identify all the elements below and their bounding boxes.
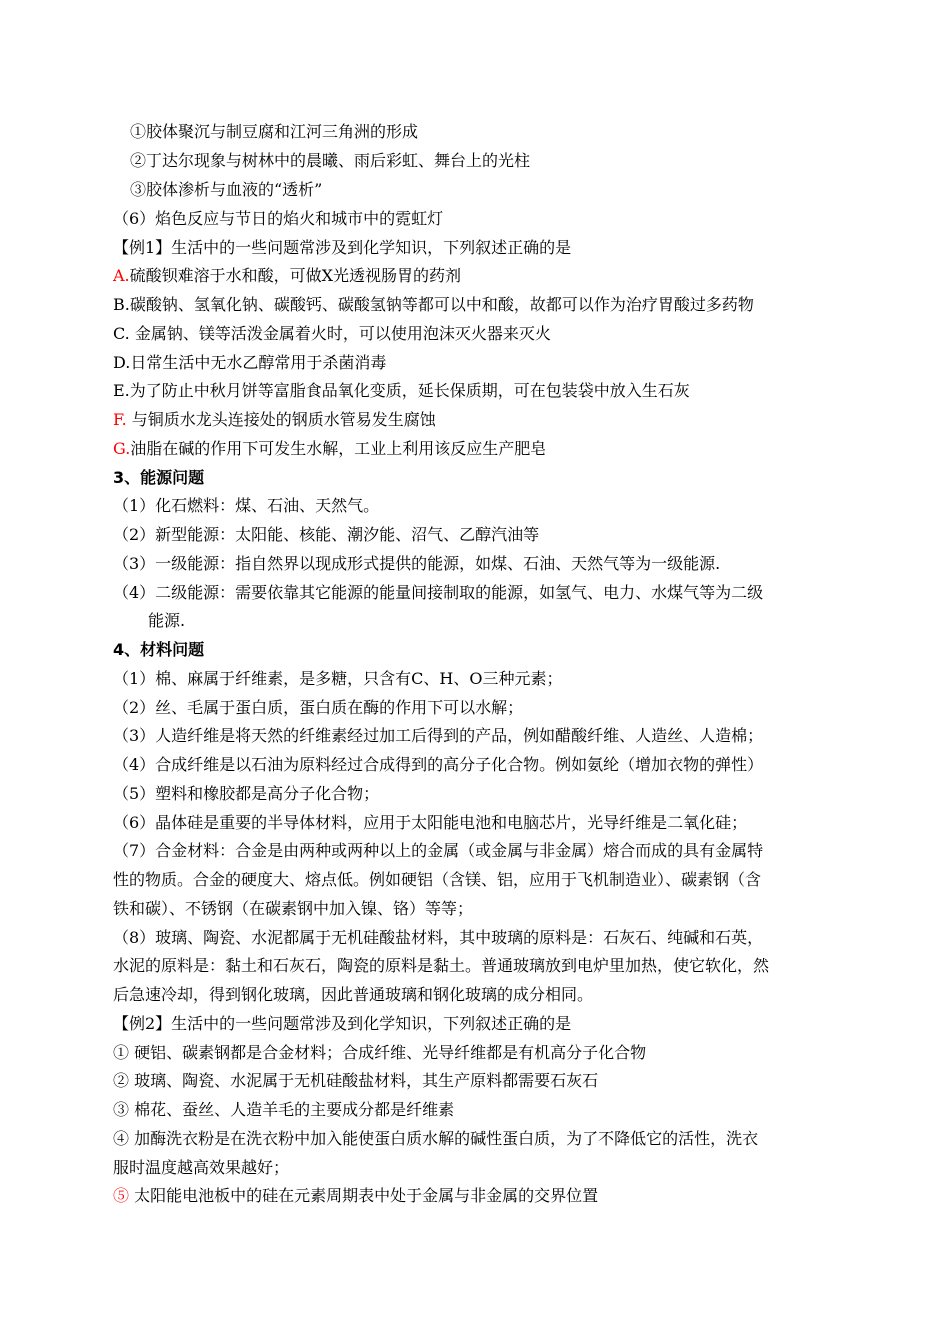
materials-item-2: （2）丝、毛属于蛋白质，蛋白质在酶的作用下可以水解；	[113, 698, 524, 717]
example-1-option-a	[113, 266, 461, 286]
option-a-label: A.	[113, 266, 130, 285]
materials-item-7-continued-2: 铁和碳）、不锈钢（在碳素钢中加入镍、铬）等等；	[113, 899, 474, 918]
statement-5-label: ⑤	[113, 1186, 130, 1205]
option-g-text: 油脂在碱的作用下可发生水解，工业上利用该反应生产肥皂	[130, 439, 547, 458]
colloid-line-2: ②丁达尔现象与树林中的晨曦、雨后彩虹、舞台上的光柱	[130, 151, 531, 170]
materials-item-8-continued-2: 后急速冷却，得到钢化玻璃，因此普通玻璃和钢化玻璃的成分相同。	[113, 985, 594, 1004]
materials-item-8: （8）玻璃、陶瓷、水泥都属于无机硅酸盐材料，其中玻璃的原料是：石灰石、纯碱和石英，	[113, 928, 764, 947]
materials-item-7: （7）合金材料：合金是由两种或两种以上的金属（或金属与非金属）熔合而成的具有金属特	[113, 841, 764, 860]
section-materials-heading: 4、材料问题	[113, 640, 205, 659]
materials-item-4: （4）合成纤维是以石油为原料经过合成得到的高分子化合物。例如氨纶（增加衣物的弹性）	[113, 755, 764, 774]
energy-item-4-continued: 能源.	[148, 611, 186, 630]
example-1-option-d: D.日常生活中无水乙醇常用于杀菌消毒	[113, 353, 387, 372]
example-2-statement-2: ② 玻璃、陶瓷、水泥属于无机硅酸盐材料，其生产原料都需要石灰石	[113, 1071, 599, 1090]
example-2-statement-4: ④ 加酶洗衣粉是在洗衣粉中加入能使蛋白质水解的碱性蛋白质，为了不降低它的活性，洗衣	[113, 1129, 759, 1148]
example-2-statement-5	[113, 1186, 598, 1206]
example-2-statement-4-continued: 服时温度越高效果越好；	[113, 1158, 290, 1177]
option-f-text: 与铜质水龙头连接处的钢质水管易发生腐蚀	[126, 410, 436, 429]
example-2-question: 【例2】生活中的一些问题常涉及到化学知识，下列叙述正确的是	[113, 1014, 572, 1033]
materials-item-1: （1）棉、麻属于纤维素，是多糖，只含有C、H、O三种元素；	[113, 669, 563, 688]
colloid-line-1: ①胶体聚沉与制豆腐和江河三角洲的形成	[130, 122, 419, 141]
energy-item-3: （3）一级能源：指自然界以现成形式提供的能源，如煤、石油、天然气等为一级能源.	[113, 554, 721, 573]
option-g-label: G.	[113, 439, 131, 458]
example-1-option-c: C. 金属钠、镁等活泼金属着火时，可以使用泡沫灭火器来灭火	[113, 324, 551, 343]
materials-item-5: （5）塑料和橡胶都是高分子化合物；	[113, 784, 380, 803]
materials-item-3: （3）人造纤维是将天然的纤维素经过加工后得到的产品，例如醋酸纤维、人造丝、人造棉；	[113, 726, 764, 745]
example-1-option-b: B.碳酸钠、氢氧化钠、碳酸钙、碳酸氢钠等都可以中和酸，故都可以作为治疗胃酸过多药物	[113, 295, 754, 314]
flame-reaction-line: （6）焰色反应与节日的焰火和城市中的霓虹灯	[113, 209, 444, 228]
materials-item-7-continued-1: 性的物质。合金的硬度大、熔点低。例如硬铝（含镁、铝，应用于飞机制造业）、碳素钢（含	[113, 870, 762, 889]
materials-item-8-continued-1: 水泥的原料是：黏土和石灰石，陶瓷的原料是黏土。普通玻璃放到电炉里加热，使它软化，然	[113, 956, 770, 975]
statement-5-text: 太阳能电池板中的硅在元素周期表中处于金属与非金属的交界位置	[129, 1186, 599, 1205]
example-1-option-e: E.为了防止中秋月饼等富脂食品氧化变质，延长保质期，可在包装袋中放入生石灰	[113, 381, 690, 400]
energy-item-4: （4）二级能源：需要依靠其它能源的能量间接制取的能源，如氢气、电力、水煤气等为二级	[113, 583, 764, 602]
section-energy-heading: 3、能源问题	[113, 468, 205, 487]
example-2-statement-3: ③ 棉花、蚕丝、人造羊毛的主要成分都是纤维素	[113, 1100, 455, 1119]
option-a-text: 硫酸钡难溶于水和酸，可做X光透视肠胃的药剂	[129, 266, 462, 285]
example-1-question: 【例1】生活中的一些问题常涉及到化学知识，下列叙述正确的是	[113, 238, 572, 257]
colloid-line-3: ③胶体渗析与血液的“透析”	[130, 180, 323, 199]
materials-item-6: （6）晶体硅是重要的半导体材料，应用于太阳能电池和电脑芯片，光导纤维是二氧化硅；	[113, 813, 748, 832]
example-1-option-g	[113, 439, 546, 459]
option-f-label: F.	[113, 410, 127, 429]
energy-item-1: （1）化石燃料：煤、石油、天然气。	[113, 496, 380, 515]
energy-item-2: （2）新型能源：太阳能、核能、潮汐能、沼气、乙醇汽油等	[113, 525, 540, 544]
example-2-statement-1: ① 硬铝、碳素钢都是合金材料；合成纤维、光导纤维都是有机高分子化合物	[113, 1043, 647, 1062]
example-1-option-f	[113, 410, 436, 430]
